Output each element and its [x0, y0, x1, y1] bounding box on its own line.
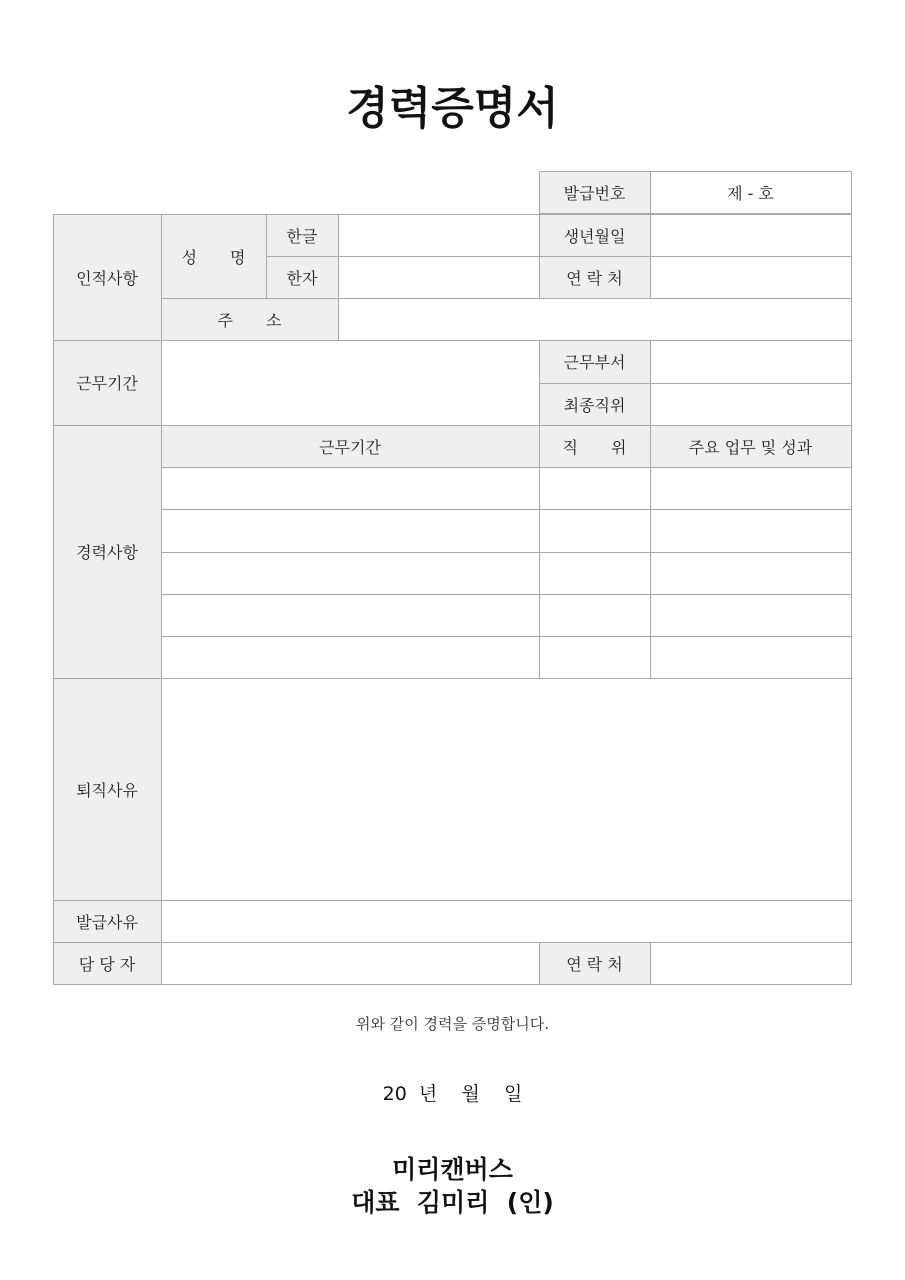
department-field[interactable]: [650, 340, 852, 384]
statement: 위와 같이 경력을 증명합니다.: [356, 1015, 549, 1033]
work-period-field[interactable]: [161, 340, 540, 426]
contact-label: 연 락 처: [539, 256, 651, 299]
career-row-1-cell-2[interactable]: [539, 467, 651, 510]
issue-number-field[interactable]: 제 - 호: [650, 171, 852, 214]
purpose-label: 발급사유: [53, 900, 162, 943]
career-row-1-cell-3[interactable]: [650, 467, 852, 510]
career-row-4-cell-3[interactable]: [650, 594, 852, 637]
career-row-5-cell-1[interactable]: [161, 636, 540, 679]
career-row-2-cell-1[interactable]: [161, 509, 540, 553]
hanja-label: 한자: [266, 256, 339, 299]
birth-label: 생년월일: [539, 214, 651, 257]
career-row-3-cell-2[interactable]: [539, 552, 651, 595]
issue-number-label: 발급번호: [539, 171, 651, 214]
career-row-4-cell-1[interactable]: [161, 594, 540, 637]
personal-section-label: 인적사항: [53, 214, 162, 341]
hangul-name-field[interactable]: [338, 214, 540, 257]
issue-date: 20 년 월 일: [382, 1083, 523, 1105]
hanja-name-field[interactable]: [338, 256, 540, 299]
career-row-1-cell-1[interactable]: [161, 467, 540, 510]
career-row-2-cell-3[interactable]: [650, 509, 852, 553]
career-row-3-cell-1[interactable]: [161, 552, 540, 595]
page-title: 경력증명서: [346, 83, 559, 134]
career-row-5-cell-3[interactable]: [650, 636, 852, 679]
birth-field[interactable]: [650, 214, 852, 257]
resign-reason-label: 퇴직사유: [53, 678, 162, 901]
career-row-4-cell-2[interactable]: [539, 594, 651, 637]
company-name: 미리캔버스: [392, 1155, 513, 1184]
resign-reason-field[interactable]: [161, 678, 852, 901]
career-col-duties: 주요 업무 및 성과: [650, 425, 852, 468]
career-section-label: 경력사항: [53, 425, 162, 679]
career-col-period: 근무기간: [161, 425, 540, 468]
career-row-2-cell-2[interactable]: [539, 509, 651, 553]
address-field[interactable]: [338, 298, 852, 341]
department-label: 근무부서: [539, 340, 651, 384]
manager-contact-label: 연 락 처: [539, 942, 651, 985]
career-row-3-cell-3[interactable]: [650, 552, 852, 595]
career-col-position: 직 위: [539, 425, 651, 468]
purpose-field[interactable]: [161, 900, 852, 943]
name-label: 성 명: [161, 214, 267, 299]
address-label: 주 소: [161, 298, 339, 341]
ceo-signature: 대표 김미리 (인): [351, 1188, 554, 1217]
final-position-label: 최종직위: [539, 383, 651, 426]
contact-field[interactable]: [650, 256, 852, 299]
career-row-5-cell-2[interactable]: [539, 636, 651, 679]
work-period-label: 근무기간: [53, 340, 162, 426]
manager-contact-field[interactable]: [650, 942, 852, 985]
manager-field[interactable]: [161, 942, 540, 985]
hangul-label: 한글: [266, 214, 339, 257]
final-position-field[interactable]: [650, 383, 852, 426]
manager-label: 담 당 자: [53, 942, 162, 985]
